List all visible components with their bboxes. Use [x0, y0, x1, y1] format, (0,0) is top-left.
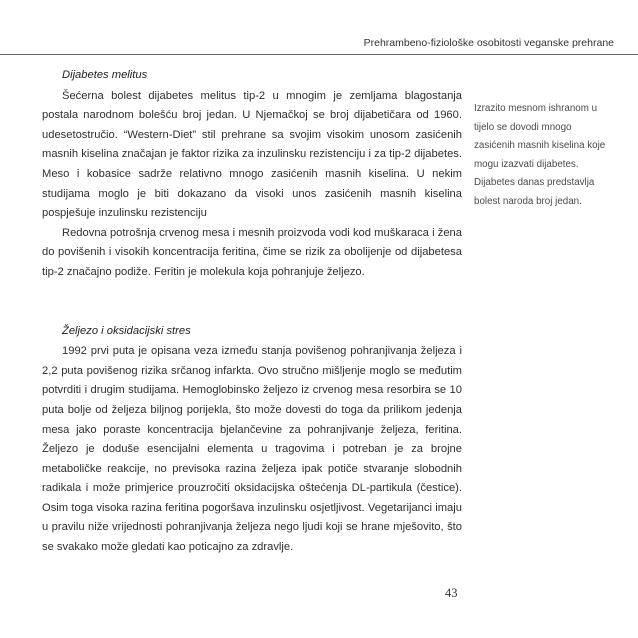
running-header: Prehrambeno-fiziološke osobitosti veganske prehrane: [363, 37, 614, 49]
page-number: 43: [445, 586, 458, 600]
main-text-column: [42, 66, 462, 558]
section-heading-diabetes: Dijabetes melitus: [62, 69, 148, 81]
header-rule: [0, 54, 638, 55]
paragraph: Redovna potrošnja crvenog mesa i mesnih proizvoda vodi kod muškaraca i žena do povišenih i visokih koncentracija feritina, čime se rizik za obolijenje od dijabetesa tip-2 značajno podiže. Feritin je molekula koja pohranjuje željezo.: [42, 226, 462, 278]
section-heading-iron: Željezo i oksidacijski stres: [62, 324, 191, 337]
section-spacer: [42, 283, 462, 322]
paragraph: 1992 prvi puta je opisana veza između stanja povišenog pohranjivanja željeza i 2,2 puta povišenog rizika srčanog infarkta. Ovo stručno mišljenje moglo se međutim potvrditi i drugim studijama. Hemoglobinsko željezo iz crvenog mesa resorbira se 10 puta bolje od željeza biljnog porijekla, što može dovesti do toga da prilikom jedenja mesa jako poraste koncentracija bjelančevine za pohranjivanje željeza, feritina. Željezo je doduše esencijalni elementa u tragovima i potreban je za brojne metaboličke reakcije, no previsoka razina željeza ipak potiče stvaranje slobodnih radikala i može primjerice prouzročiti oksidacijska oštećenja DL-partikula (čestice). Osim toga visoka razina feritina pogoršava inzulinsku osjetljivost. Vegetarijanci imaju u pravilu niže vrijednosti pohranjivanja željeza nego ljudi koji se hrane mješovito, što se svakako može gledati kao poticajno za zdravlje.: [42, 345, 462, 554]
paragraph: Šećerna bolest dijabetes melitus tip-2 u mnogim je zemljama blagostanja postala narodnom bolešću broj jedan. U Njemačkoj se broj dijabetičara od 1960. udesetostručio. “Western-Diet” stil prehrane sa svojim visokim unosom zasićenih masnih kiselina značajan je faktor rizika za inzulinsku rezistenciju i za tip-2 dijabetes. Meso i kobasice sadrže relativno mnogo zasićenih masnih kiselina. U nekim studijama moglo je biti dokazano da visoki unos zasićenih masnih kiselina pospješuje inzulinsku rezistenciju: [42, 89, 462, 220]
margin-note: Izrazito mesnom ishranom u tijelo se dovodi mnogo zasićenih masnih kiselina koje mogu izazvati dijabetes. Dijabetes danas predstavlja bolest naroda broj jedan.: [474, 103, 606, 207]
